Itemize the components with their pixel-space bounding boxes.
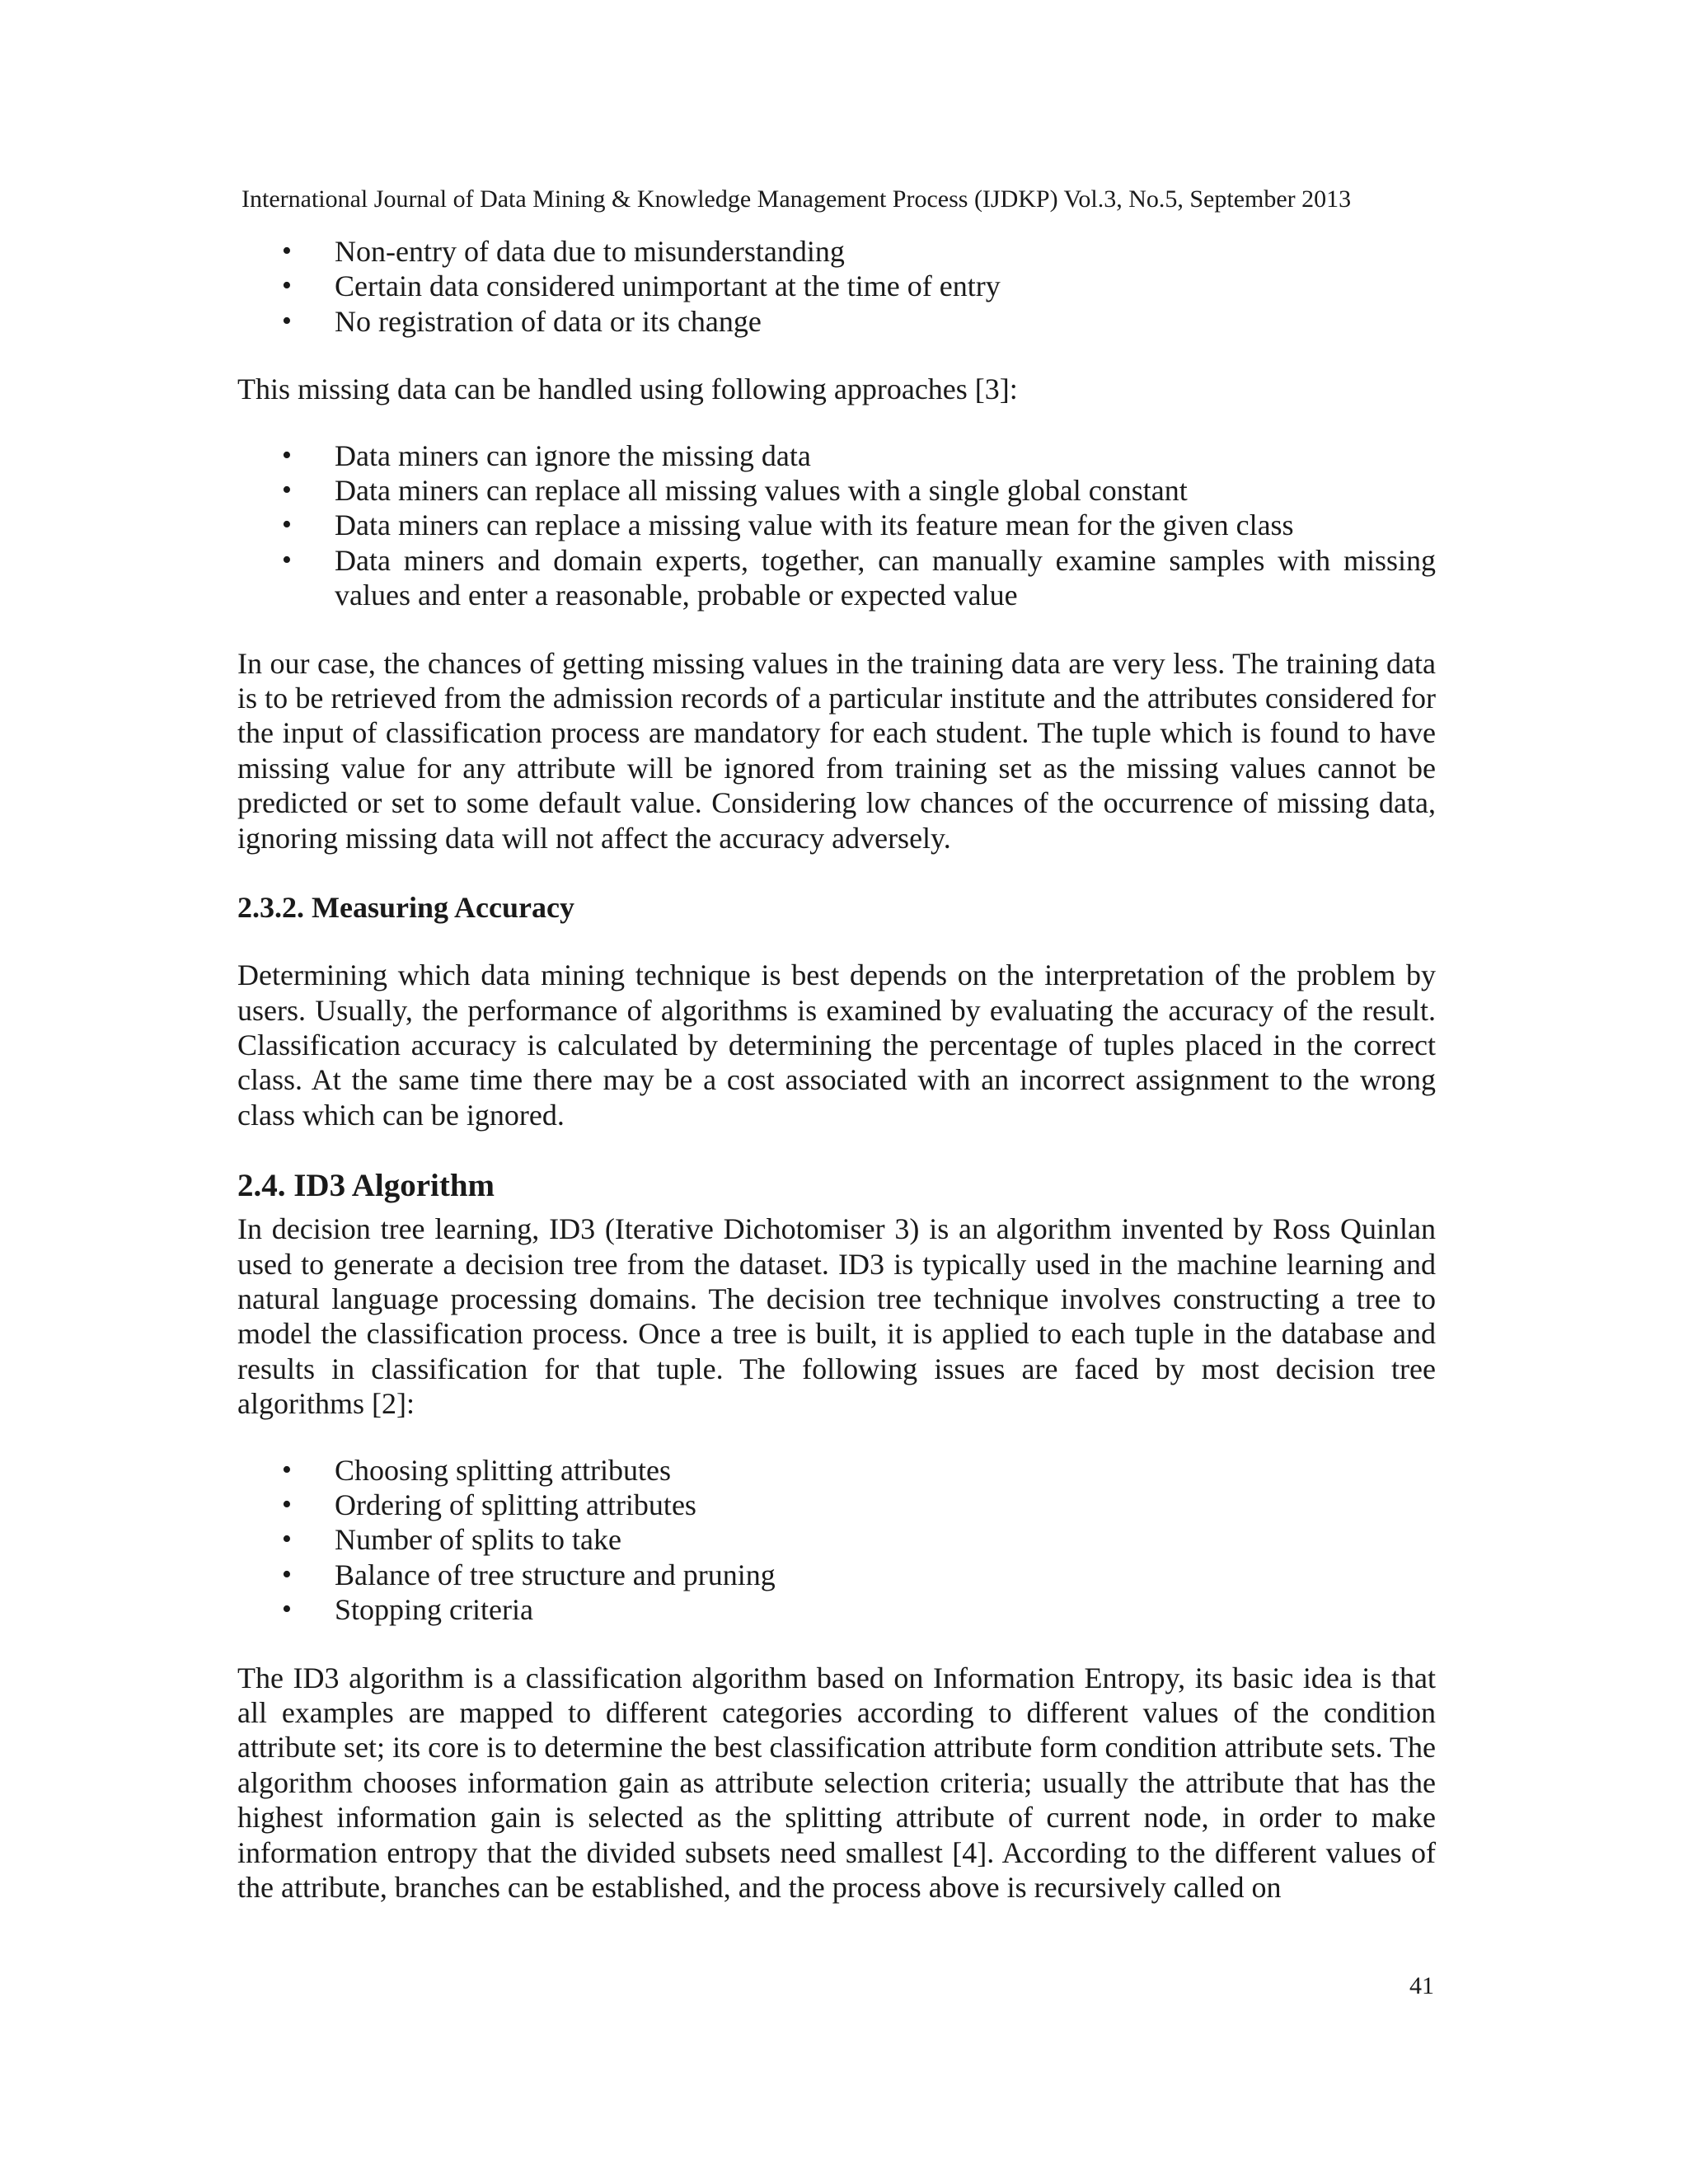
list-item: • Balance of tree structure and pruning: [282, 1558, 776, 1591]
bullet-icon: •: [282, 305, 292, 336]
bullet-icon: •: [282, 1488, 292, 1520]
list-item: • Stopping criteria: [282, 1593, 533, 1627]
bullet-icon: •: [282, 270, 292, 302]
list-item: • No registration of data or its change: [282, 304, 762, 338]
page-content: [237, 234, 1436, 1905]
running-header: International Journal of Data Mining & Knowledge Management Process (IJDKP) Vol.3, No.5, September 2013: [241, 185, 1352, 213]
decision-tree-issues-list: [237, 1453, 1436, 1628]
bullet-icon: •: [282, 1594, 292, 1625]
bullet-icon: •: [282, 475, 292, 506]
bullet-icon: •: [282, 544, 292, 575]
list-item: • Certain data considered unimportant at the time of entry: [282, 269, 1001, 303]
bullet-icon: •: [282, 1558, 292, 1590]
approaches-list: [237, 438, 1436, 613]
bullet-icon: •: [282, 439, 292, 471]
list-item: • Ordering of splitting attributes: [282, 1488, 696, 1521]
paragraph-accuracy: Determining which data mining technique is best depends on the interpretation of the problem by users. Usually, the performance of algorithms is examined by evaluating the accuracy of the result. Classification accuracy is calculated by determining the percentage of tuples placed in the correct class. At the same time there may be a cost associated with an incorrect assignment to the wrong class which can be ignored.: [237, 958, 1436, 1132]
bullet-icon: •: [282, 509, 292, 541]
list-item: • Choosing splitting attributes: [282, 1453, 672, 1487]
section-heading-id3: 2.4. ID3 Algorithm: [237, 1168, 495, 1204]
list-item: • Non-entry of data due to misunderstanding: [282, 235, 845, 268]
list-item: • Data miners can replace a missing value with its feature mean for the given class: [282, 509, 1294, 542]
page-number: 41: [1409, 1972, 1434, 1999]
list-item: • Data miners and domain experts, together, can manually examine samples with missing values and enter a reasonable, probable or expected value: [282, 543, 1436, 612]
section-heading-measuring-accuracy: 2.3.2. Measuring Accuracy: [237, 891, 574, 925]
bullet-icon: •: [282, 236, 292, 266]
bullet-icon: •: [282, 1454, 292, 1485]
paragraph-our-case: In our case, the chances of getting missing values in the training data are very less. The training data is to be retrieved from the admission records of a particular institute and the attributes considered for the input of classification process are mandatory for each student. The tuple which is found to have missing value for any attribute will be ignored from training set as the missing values cannot be predicted or set to some default value. Considering low chances of the occurrence of missing data, ignoring missing data will not affect the accuracy adversely.: [237, 646, 1436, 855]
missing-data-causes-list: [237, 234, 1436, 339]
approaches-intro: This missing data can be handled using following approaches [3]:: [237, 373, 1018, 406]
paragraph-id3-intro: In decision tree learning, ID3 (Iterative Dichotomiser 3) is an algorithm invented by Ross Quinlan used to generate a decision tree from the dataset. ID3 is typically used in the machine learning and natural language processing domains. The decision tree technique involves constructing a tree to model the classification process. Once a tree is built, it is applied to each tuple in the database and results in classification for that tuple. The following issues are faced by most decision tree algorithms [2]:: [237, 1212, 1436, 1421]
list-item: • Data miners can replace all missing values with a single global constant: [282, 474, 1188, 508]
bullet-icon: •: [282, 1524, 292, 1555]
list-item: • Number of splits to take: [282, 1523, 621, 1557]
list-item: • Data miners can ignore the missing data: [282, 438, 811, 472]
paragraph-id3-detail: The ID3 algorithm is a classification algorithm based on Information Entropy, its basic idea is that all examples are mapped to different categories according to different values of the condition attribute set; its core is to determine the best classification attribute form condition attribute sets. The algorithm chooses information gain as attribute selection criteria; usually the attribute that has the highest information gain is selected as the splitting attribute of current node, in order to make information entropy that the divided subsets need smallest [4]. According to the different values of the attribute, branches can be established, and the process above is recursively called on: [237, 1661, 1436, 1905]
